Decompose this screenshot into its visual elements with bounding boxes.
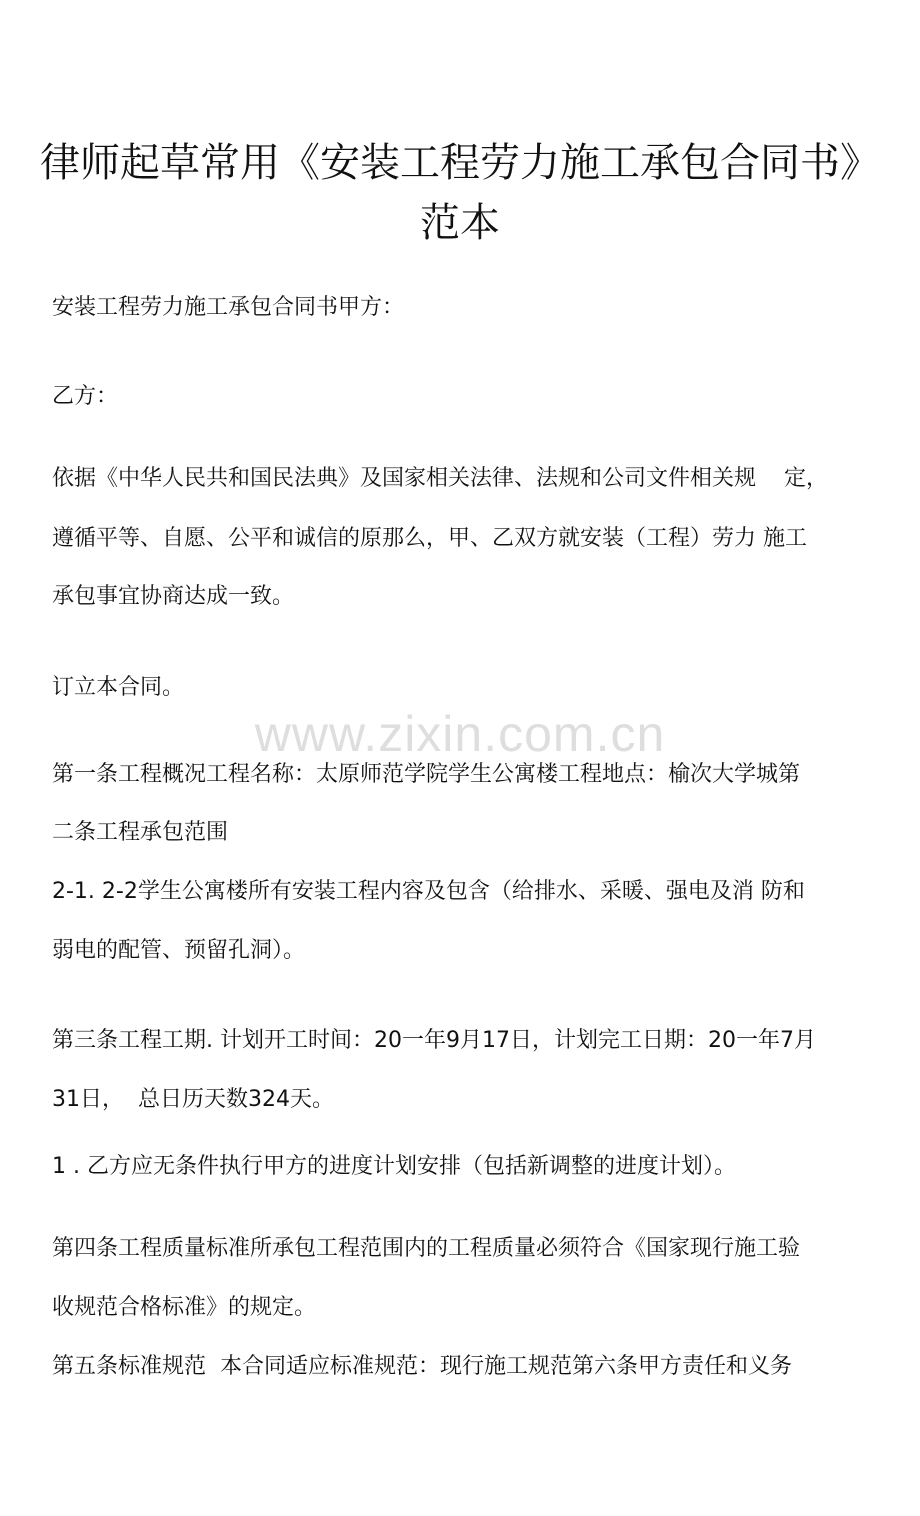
article-4-line: 收规范合格标准》的规定。 xyxy=(52,1295,317,1320)
article-3-line: 31日， 总日历天数324天。 xyxy=(52,1087,334,1112)
party-b-line: 乙方： xyxy=(52,384,119,409)
scope-line: 2-1. 2-2学生公寓楼所有安装工程内容及包含（给排水、采暖、强电及消 防和 xyxy=(52,879,805,904)
basis-paragraph-line: 遵循平等、自愿、公平和诚信的原那么，甲、乙双方就安装（工程）劳力 施工 xyxy=(52,526,807,551)
basis-paragraph-line: 承包事宜协商达成一致。 xyxy=(52,584,295,609)
document-title-line-1: 律师起草常用《安装工程劳力施工承包合同书》 xyxy=(40,140,880,186)
article-1-line: 第一条工程概况工程名称：太原师范学院学生公寓楼工程地点：榆次大学城第 xyxy=(52,762,801,787)
watermark-text: www.zixin.com.cn xyxy=(254,706,666,762)
article-1-line: 二条工程承包范围 xyxy=(52,820,229,845)
agreement-line: 订立本合同。 xyxy=(52,675,185,700)
article-4-line: 第四条工程质量标准所承包工程范围内的工程质量必须符合《国家现行施工验 xyxy=(52,1236,801,1261)
schedule-item-1: 1 . 乙方应无条件执行甲方的进度计划安排（包括新调整的进度计划）。 xyxy=(52,1154,736,1179)
article-5-line: 第五条标准规范 本合同适应标准规范：现行施工规范第六条甲方责任和义务 xyxy=(52,1354,792,1379)
scope-line: 弱电的配管、预留孔洞）。 xyxy=(52,938,306,963)
party-a-line: 安装工程劳力施工承包合同书甲方： xyxy=(52,295,405,320)
document-title-line-2: 范本 xyxy=(420,200,500,246)
article-3-line: 第三条工程工期. 计划开工时间：20一年9月17日，计划完工日期：20一年7月 xyxy=(52,1028,816,1053)
basis-paragraph-line: 依据《中华人民共和国民法典》及国家相关法律、法规和公司文件相关规 定， xyxy=(52,466,828,491)
